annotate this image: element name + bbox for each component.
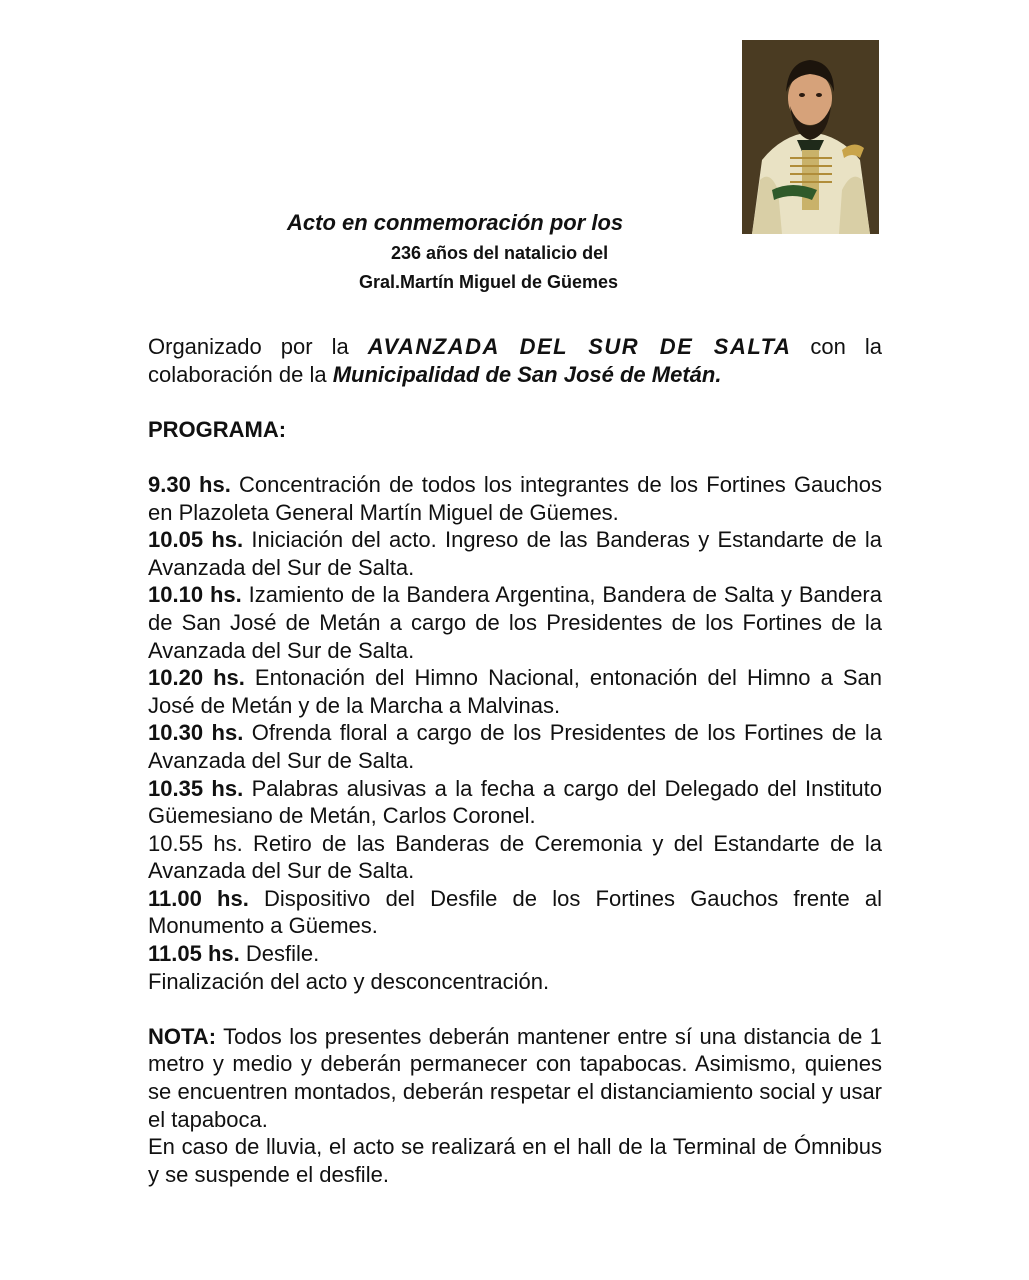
program-item-text: Desfile. <box>239 941 320 967</box>
program-item-text: Iniciación del acto. Ingreso de las Banderas y Estandarte de la Avanzada del Sur de Salta. <box>148 527 883 580</box>
intro-prefix: Organizado por la <box>148 334 368 359</box>
program-item-time: 11.05 hs. <box>148 941 240 967</box>
program-item-text: Concentración de todos los integrantes de los Fortines Gauchos en Plazoleta General Martín Miguel de Güemes. <box>148 471 882 525</box>
note-paragraph <box>148 1023 882 1133</box>
program-item-time: 9.30 hs. <box>148 471 231 497</box>
program-item-time: 10.35 hs. <box>148 775 244 801</box>
program-heading: PROGRAMA: <box>148 416 287 442</box>
title-line-1: Acto en conmemoración por los <box>287 210 624 235</box>
program-item-text: Dispositivo del Desfile de los Fortines Gauchos frente al Monumento a Güemes. <box>148 885 882 939</box>
organizer-name: AVANZADA DEL SUR DE SALTA <box>367 334 792 359</box>
program-item <box>148 581 882 664</box>
program-item-time: 10.10 hs. <box>148 582 242 608</box>
program-item <box>148 775 882 830</box>
intro-paragraph <box>148 333 882 388</box>
program-item-text: Entonación del Himno Nacional, entonación del Himno a San José de Metán y de la Marcha a Malvinas. <box>148 665 883 718</box>
intro-middle: con la colaboración de la <box>148 334 882 387</box>
program-item-text: Izamiento de la Bandera Argentina, Bandera de Salta y Bandera de San José de Metán a cargo de los Presidentes de los Fortines de la Avanzada del Sur de Salta. <box>148 582 882 663</box>
rain-paragraph: En caso de lluvia, el acto se realizará en el hall de la Terminal de Ómnibus y se suspende el desfile. <box>148 1134 882 1187</box>
document-body <box>148 333 882 1188</box>
program-item <box>148 526 882 581</box>
program-item-time: 10.20 hs. <box>148 665 245 691</box>
program-item-time: 10.05 hs. <box>148 527 244 553</box>
portrait-image <box>742 40 879 234</box>
collaborator-name: Municipalidad de San José de Metán. <box>332 361 722 387</box>
program-item-time: 11.00 hs. <box>148 885 249 911</box>
program-item <box>148 471 882 526</box>
program-item-text: 10.55 hs. Retiro de las Banderas de Ceremonia y del Estandarte de la Avanzada del Sur de Salta. <box>148 830 882 884</box>
program-item-text: Finalización del acto y desconcentración. <box>148 968 550 994</box>
portrait-of-general-guemes-icon <box>742 40 879 234</box>
program-item <box>148 968 882 996</box>
title-line-2: 236 años del natalicio del <box>391 243 609 263</box>
note-label: NOTA: <box>148 1023 217 1049</box>
program-item <box>148 664 882 719</box>
program-item <box>148 885 882 940</box>
program-item-text: Ofrenda floral a cargo de los Presidentes de los Fortines de la Avanzada del Sur de Salta. <box>148 720 882 773</box>
note-text: Todos los presentes deberán mantener entre sí una distancia de 1 metro y medio y deberán permanecer con tapabocas. Asimismo, quienes se encuentren montados, deberán respetar el distanciamiento social y usar el tapaboca. <box>148 1023 882 1132</box>
title-line-3: Gral.Martín Miguel de Güemes <box>359 272 619 292</box>
program-item <box>148 719 882 774</box>
program-item <box>148 830 882 885</box>
program-item-time: 10.30 hs. <box>148 720 244 746</box>
program-item-text: Palabras alusivas a la fecha a cargo del Delegado del Instituto Güemesiano de Metán, Carlos Coronel. <box>148 775 883 829</box>
program-item <box>148 940 882 968</box>
